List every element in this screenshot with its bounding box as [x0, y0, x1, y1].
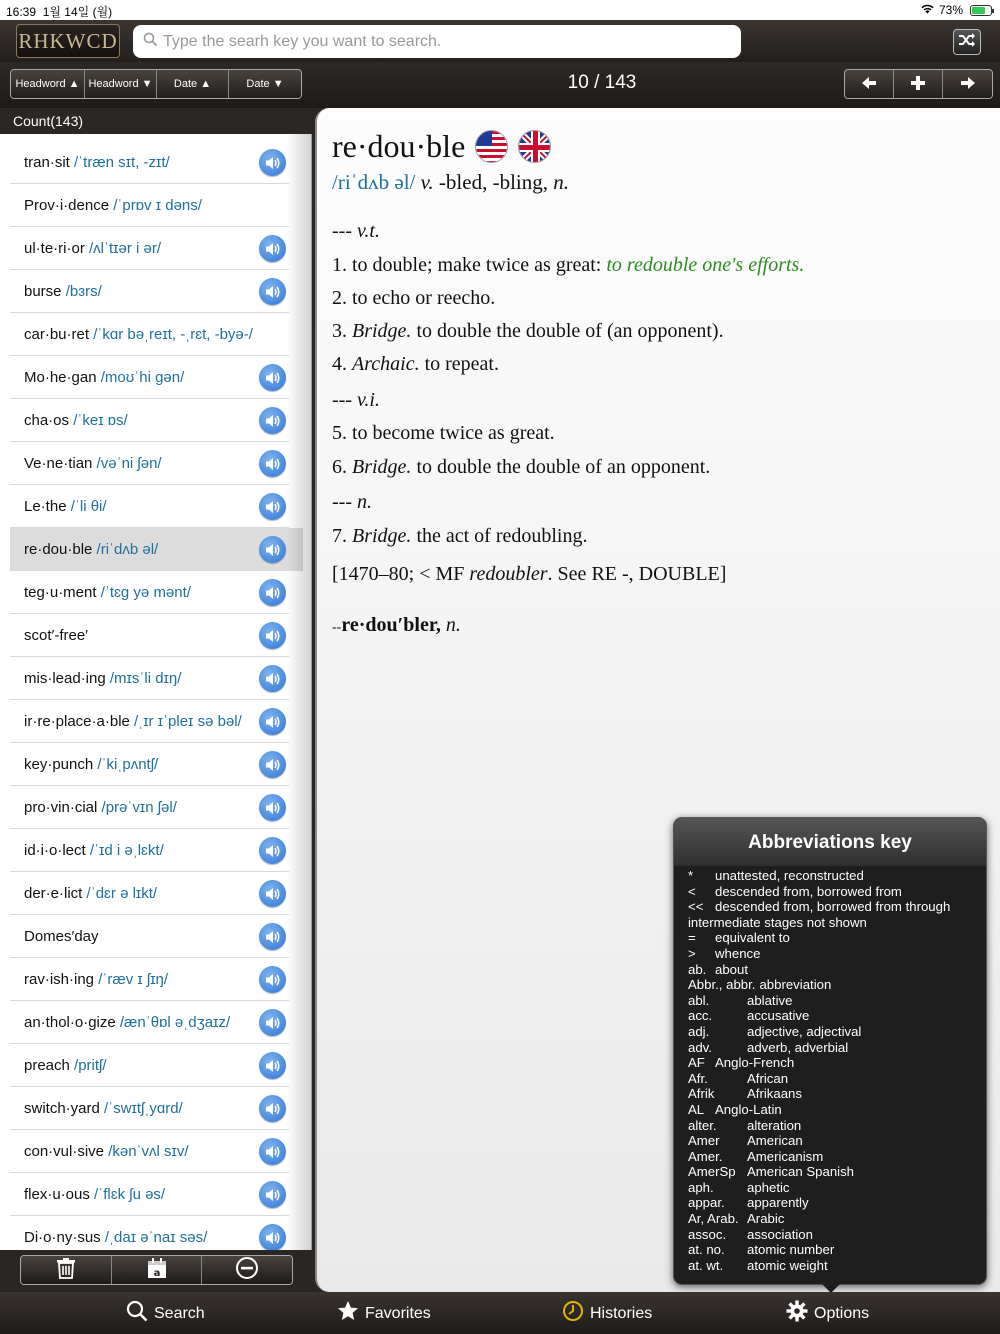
- add-favorite-button[interactable]: [894, 70, 943, 98]
- sort-headword-desc-button[interactable]: Headword ▼: [85, 70, 157, 98]
- list-item-text: [24, 713, 242, 730]
- arrow-left-icon: [861, 74, 877, 95]
- abbreviations-title: Abbreviations key: [674, 818, 986, 866]
- sort-headword-asc-button[interactable]: Headword ▲: [11, 70, 85, 98]
- list-item-pronunciation: /bɜrs/: [61, 283, 102, 300]
- sense-1: 1. to double; make twice as great: to redouble one's efforts.: [332, 254, 805, 276]
- etymology: [1470–80; < MF redoubler. See RE -, DOUBLE]: [332, 563, 727, 585]
- abbreviation-item: [688, 993, 986, 1009]
- list-item-headword: Mo·he·gan: [24, 369, 97, 386]
- abbreviation-key: assoc.: [688, 1226, 727, 1242]
- derived-form: --re·dou′bler, n.: [332, 614, 461, 636]
- abbreviation-meaning: equivalent to: [715, 930, 790, 946]
- abbreviation-meaning: Anglo-French: [715, 1055, 795, 1071]
- list-item[interactable]: [10, 743, 303, 786]
- entry-headword: re·dou·ble: [332, 127, 466, 164]
- list-item-pronunciation: /ʌlˈtɪər i ər/: [84, 240, 162, 257]
- abbreviation-key: abl.: [688, 992, 710, 1008]
- list-item-pronunciation: /prəˈvɪn ʃəl/: [97, 799, 177, 816]
- list-item[interactable]: [10, 915, 303, 958]
- abbreviation-key: at. wt.: [688, 1257, 724, 1273]
- list-item-pronunciation: /ˈdɛr ə lɪkt/: [82, 885, 158, 902]
- tab-options[interactable]: [786, 1300, 869, 1327]
- sense-2: 2. to echo or reecho.: [332, 287, 496, 309]
- list-item-pronunciation: /ˈkeɪ ɒs/: [69, 412, 128, 429]
- list-item[interactable]: [10, 1130, 303, 1173]
- abbreviation-item: [688, 1211, 986, 1227]
- list-item[interactable]: [10, 1044, 303, 1087]
- list-item[interactable]: [10, 184, 303, 227]
- speaker-icon[interactable]: [259, 450, 286, 477]
- calendar-button[interactable]: [112, 1256, 203, 1284]
- list-item-headword: burse: [24, 283, 62, 300]
- svg-text:a: a: [153, 1267, 160, 1279]
- abbreviation-key: adv.: [688, 1039, 712, 1055]
- sort-date-asc-button[interactable]: Date ▲: [157, 70, 229, 98]
- list-item-text: [24, 842, 164, 859]
- list-item-text: [24, 326, 253, 343]
- abbreviation-meaning: American: [747, 1133, 803, 1149]
- abbreviation-meaning: about: [715, 961, 749, 977]
- count-label: Count(143): [0, 108, 312, 134]
- search-box[interactable]: [133, 25, 741, 58]
- list-item-headword: teg·u·ment: [24, 584, 97, 601]
- abbreviation-key: Abbr., abbr.: [688, 977, 756, 993]
- list-item-text: [24, 154, 170, 171]
- sort-date-desc-button[interactable]: Date ▼: [229, 70, 301, 98]
- list-item[interactable]: [10, 528, 303, 571]
- shuffle-icon: [958, 32, 976, 53]
- arrow-right-icon: [960, 74, 976, 95]
- abbreviation-meaning: atomic number: [747, 1242, 835, 1258]
- abbreviation-item: [688, 1040, 986, 1056]
- list-item[interactable]: [10, 1001, 303, 1044]
- list-item-headword: der·e·lict: [24, 885, 83, 902]
- speaker-icon[interactable]: [259, 1052, 286, 1079]
- abbreviation-key: Afrik: [688, 1086, 715, 1102]
- list-item[interactable]: [10, 313, 303, 356]
- tab-histories-label: Histories: [590, 1304, 653, 1322]
- abbreviation-item: [688, 1118, 986, 1134]
- list-item-headword: key·punch: [24, 756, 94, 773]
- list-item-pronunciation: /ˈkɑr bəˌreɪt, -ˌrɛt, -byə-/: [89, 326, 253, 343]
- sense-4: 4. Archaic. to repeat.: [332, 353, 499, 375]
- list-item[interactable]: [10, 571, 303, 614]
- abbreviation-key: =: [688, 930, 696, 946]
- tab-bar: [0, 1292, 1000, 1334]
- abbreviation-key: Amer: [688, 1133, 720, 1149]
- abbreviation-item: [688, 1086, 986, 1102]
- abbreviations-popover: [673, 817, 987, 1285]
- entry-pronunciation-line: [332, 170, 992, 195]
- plus-icon: [911, 74, 925, 95]
- abbreviation-key: >: [688, 945, 696, 961]
- list-item[interactable]: [10, 786, 303, 829]
- list-item-headword: pro·vin·cial: [24, 799, 98, 816]
- abbreviation-item: [688, 915, 986, 931]
- list-tools: [0, 1250, 312, 1292]
- abbreviation-meaning: Americanism: [747, 1148, 824, 1164]
- toolbar: [0, 62, 1000, 108]
- abbreviation-key: AL: [688, 1101, 705, 1117]
- battery-icon: [970, 5, 992, 16]
- list-item-pronunciation: /ˈræv ɪ ʃɪŋ/: [94, 971, 169, 988]
- trash-icon: [55, 1257, 77, 1284]
- speaker-icon[interactable]: [259, 1009, 286, 1036]
- app-logo: RHKWCD: [16, 24, 120, 58]
- list-item-pronunciation: /mɪsˈli dɪŋ/: [105, 670, 182, 687]
- abbreviation-item: [688, 1258, 986, 1274]
- abbreviation-key: Afr.: [688, 1070, 708, 1086]
- abbreviation-meaning: Afrikaans: [747, 1086, 802, 1102]
- abbreviation-meaning: apparently: [747, 1195, 809, 1211]
- abbreviation-item: [688, 1071, 986, 1087]
- abbreviation-key: AF: [688, 1055, 705, 1071]
- list-item-headword: cha·os: [24, 412, 70, 429]
- speaker-icon[interactable]: [259, 1095, 286, 1122]
- list-item-text: [24, 1057, 107, 1074]
- abbreviation-meaning: atomic weight: [747, 1257, 828, 1273]
- label-vi: --- v.i.: [332, 389, 380, 411]
- entry-forms: -bled, -bling,: [438, 170, 548, 194]
- list-item-headword: con·vul·sive: [24, 1143, 105, 1160]
- abbreviation-meaning: whence: [715, 945, 761, 961]
- sort-segmented-control: [10, 69, 302, 99]
- entry-navigation: [844, 69, 993, 99]
- list-item[interactable]: [10, 614, 303, 657]
- list-item-text: [24, 928, 99, 945]
- abbreviation-item: [688, 1008, 986, 1024]
- status-time: 16:39 1월 14일 (월): [6, 5, 113, 19]
- abbreviation-item: [688, 899, 986, 915]
- list-item-text: [24, 369, 184, 386]
- list-item-headword: rav·ish·ing: [24, 971, 95, 988]
- entry-forms-pos: n.: [553, 170, 569, 194]
- abbreviation-item: [688, 1102, 986, 1118]
- status-bar: [0, 0, 1000, 20]
- list-item-pronunciation: /ˈswɪtʃˌyɑrd/: [99, 1100, 183, 1117]
- entry-pos: v.: [420, 170, 434, 194]
- entry-pronunciation: /riˈdʌb əl/: [332, 170, 416, 194]
- abbreviation-meaning: descended from, borrowed from through: [715, 899, 951, 915]
- list-item-headword: preach: [24, 1057, 70, 1074]
- list-item-pronunciation: /ˈtræn sɪt, -zɪt/: [69, 154, 170, 171]
- tab-histories[interactable]: [562, 1300, 652, 1327]
- calendar-icon: [146, 1257, 168, 1284]
- speaker-icon[interactable]: [259, 579, 286, 606]
- abbreviation-item: [688, 1024, 986, 1040]
- list-item-text: [24, 1100, 183, 1117]
- list-item[interactable]: [10, 356, 303, 399]
- abbreviation-item: [688, 962, 986, 978]
- abbreviation-meaning: ablative: [747, 992, 793, 1008]
- list-item[interactable]: [10, 829, 303, 872]
- battery-percent: 73%: [938, 3, 963, 17]
- list-tools-group: [20, 1255, 293, 1285]
- abbreviation-key: at. no.: [688, 1242, 725, 1258]
- header: [0, 20, 1000, 62]
- abbreviation-meaning: intermediate stages not shown: [688, 914, 867, 930]
- abbreviation-item: [688, 884, 986, 900]
- list-item-pronunciation: /moʊˈhi gən/: [96, 369, 185, 386]
- abbreviation-key: Amer.: [688, 1148, 723, 1164]
- list-item-pronunciation: /ˌdaɪ əˈnaɪ səs/: [100, 1229, 208, 1246]
- list-item[interactable]: [10, 1087, 303, 1130]
- list-item[interactable]: [10, 227, 303, 270]
- tab-search-label: Search: [154, 1304, 205, 1322]
- abbreviation-meaning: American Spanish: [747, 1164, 855, 1180]
- speaker-icon[interactable]: [259, 364, 286, 391]
- list-item-headword: ul·te·ri·or: [24, 240, 85, 257]
- remove-item-button[interactable]: [202, 1256, 292, 1284]
- gear-icon: [786, 1300, 808, 1327]
- tab-options-label: Options: [814, 1304, 870, 1322]
- abbreviation-meaning: African: [747, 1070, 789, 1086]
- list-item-pronunciation: /ˌɪr ɪˈpleɪ sə bəl/: [129, 713, 242, 730]
- search-icon: [126, 1300, 148, 1327]
- speaker-icon[interactable]: [259, 278, 286, 305]
- abbreviation-meaning: descended from, borrowed from: [715, 883, 902, 899]
- speaker-icon[interactable]: [259, 880, 286, 907]
- sense-5: 5. to become twice as great.: [332, 422, 555, 444]
- abbreviation-item: [688, 977, 986, 993]
- list-item-pronunciation: /ˈtɛg yə mənt/: [96, 584, 191, 601]
- list-item-headword: switch·yard: [24, 1100, 100, 1117]
- speaker-icon[interactable]: [259, 407, 286, 434]
- list-item-text: [24, 670, 181, 687]
- abbreviation-key: AmerSp: [688, 1164, 736, 1180]
- list-item-pronunciation: /ˈflɛk ʃu əs/: [89, 1186, 166, 1203]
- abbreviation-item: [688, 1227, 986, 1243]
- speaker-icon[interactable]: [259, 1181, 286, 1208]
- abbreviation-meaning: abbreviation: [759, 977, 832, 993]
- entry: [332, 124, 992, 636]
- list-item[interactable]: [10, 1173, 303, 1216]
- speaker-icon[interactable]: [259, 536, 286, 563]
- sense-3: 3. Bridge. to double the double of (an opponent).: [332, 320, 724, 342]
- speaker-icon[interactable]: [259, 923, 286, 950]
- list-item-text: [24, 541, 158, 558]
- list-item-text: [24, 627, 88, 644]
- abbreviation-key: <<: [688, 899, 704, 915]
- abbreviation-item: [688, 1242, 986, 1258]
- abbreviation-meaning: association: [747, 1226, 813, 1242]
- us-flag-icon[interactable]: [475, 130, 508, 163]
- list-item-pronunciation: /ˈɪd i əˌlɛkt/: [85, 842, 164, 859]
- sense-6: 6. Bridge. to double the double of an opponent.: [332, 456, 711, 478]
- speaker-icon[interactable]: [259, 493, 286, 520]
- list-item-pronunciation: /riˈdʌb əl/: [92, 541, 159, 558]
- speaker-icon[interactable]: [259, 837, 286, 864]
- list-item-pronunciation: /ˈprɒv ɪ dəns/: [109, 197, 202, 214]
- sense-1-example: to redouble one's efforts.: [606, 254, 805, 276]
- search-icon: [137, 32, 163, 52]
- list-item-text: [24, 1014, 230, 1031]
- next-entry-button[interactable]: [943, 70, 992, 98]
- sense-7: 7. Bridge. the act of redoubling.: [332, 525, 588, 547]
- minus-circle-icon: [235, 1256, 259, 1285]
- list-item[interactable]: [10, 442, 303, 485]
- clock-icon: [562, 1300, 584, 1327]
- abbreviation-meaning: accusative: [747, 1008, 810, 1024]
- entry-counter: 10 / 143: [567, 72, 637, 93]
- tab-favorites[interactable]: [337, 1300, 431, 1327]
- list-item-headword: mis·lead·ing: [24, 670, 106, 687]
- abbreviation-item: [688, 1133, 986, 1149]
- list-item-text: [24, 1143, 189, 1160]
- list-item-text: [24, 971, 168, 988]
- abbreviation-item: [688, 1180, 986, 1196]
- abbreviation-key: *: [688, 868, 694, 883]
- abbreviation-item: [688, 1149, 986, 1165]
- list-item[interactable]: [10, 141, 303, 184]
- tab-search[interactable]: [126, 1300, 205, 1327]
- tab-favorites-label: Favorites: [365, 1304, 431, 1322]
- list-item-pronunciation: /pritʃ/: [69, 1057, 107, 1074]
- speaker-icon[interactable]: [259, 622, 286, 649]
- abbreviations-list[interactable]: [674, 866, 986, 1273]
- speaker-icon[interactable]: [259, 235, 286, 262]
- speaker-icon[interactable]: [259, 708, 286, 735]
- shuffle-button[interactable]: [953, 29, 981, 55]
- list-item-headword: Prov·i·dence: [24, 197, 110, 214]
- list-item[interactable]: [10, 872, 303, 915]
- label-vt: --- v.t.: [332, 220, 380, 242]
- abbreviation-key: <: [688, 883, 696, 899]
- abbreviation-item: [688, 1195, 986, 1211]
- list-item-pronunciation: /ˈkiˌpʌntʃ/: [93, 756, 159, 773]
- label-n: --- n.: [332, 491, 372, 513]
- abbreviation-meaning: adjective, adjectival: [747, 1023, 862, 1039]
- list-item-headword: scot′-free′: [24, 627, 88, 644]
- star-icon: [337, 1300, 359, 1327]
- list-item-headword: Ve·ne·tian: [24, 455, 93, 472]
- delete-all-button[interactable]: [21, 1256, 112, 1284]
- speaker-icon[interactable]: [259, 665, 286, 692]
- abbreviation-key: ab.: [688, 961, 707, 977]
- list-item-text: [24, 584, 191, 601]
- list-item-text: [24, 412, 128, 429]
- abbreviation-key: Ar, Arab.: [688, 1211, 739, 1227]
- abbreviation-key: acc.: [688, 1008, 713, 1024]
- abbreviation-item: [688, 946, 986, 962]
- abbreviation-meaning: Arabic: [747, 1211, 785, 1227]
- list-item-text: [24, 197, 202, 214]
- list-item[interactable]: [10, 700, 303, 743]
- list-item-text: [24, 1186, 165, 1203]
- list-item-headword: car·bu·ret: [24, 326, 90, 343]
- abbreviation-meaning: alteration: [747, 1117, 802, 1133]
- history-list[interactable]: [0, 134, 312, 1250]
- list-item-headword: flex·u·ous: [24, 1186, 90, 1203]
- abbreviation-item: [688, 1164, 986, 1180]
- abbreviation-meaning: Anglo-Latin: [715, 1101, 782, 1117]
- speaker-icon[interactable]: [259, 1138, 286, 1165]
- list-item-text: [24, 240, 161, 257]
- list-item[interactable]: [10, 270, 303, 313]
- list-item-pronunciation: /ˈli θi/: [66, 498, 107, 515]
- list-item-text: [24, 756, 158, 773]
- list-item-text: [24, 498, 107, 515]
- speaker-icon[interactable]: [259, 1224, 286, 1250]
- list-item-headword: ir·re·place·a·ble: [24, 713, 130, 730]
- abbreviation-item: [688, 868, 986, 884]
- list-item-headword: an·thol·o·gize: [24, 1014, 116, 1031]
- abbreviation-key: alter.: [688, 1117, 717, 1133]
- status-date: 1월 14일 (월): [42, 5, 113, 19]
- wifi-icon: [920, 3, 935, 17]
- list-item[interactable]: [10, 1216, 303, 1250]
- abbreviation-key: aph.: [688, 1179, 714, 1195]
- abbreviation-meaning: aphetic: [747, 1179, 790, 1195]
- abbreviation-meaning: unattested, reconstructed: [715, 868, 864, 883]
- abbreviation-item: [688, 1055, 986, 1071]
- uk-flag-icon[interactable]: [518, 130, 551, 163]
- previous-entry-button[interactable]: [845, 70, 894, 98]
- list-item-pronunciation: /ænˈθɒl əˌdʒaɪz/: [115, 1014, 231, 1031]
- abbreviation-item: [688, 930, 986, 946]
- battery-fill: [972, 7, 985, 14]
- abbreviation-key: appar.: [688, 1195, 725, 1211]
- list-item-headword: re·dou·ble: [24, 541, 93, 558]
- abbreviation-key: adj.: [688, 1023, 710, 1039]
- list-item-text: [24, 1229, 207, 1246]
- list-item[interactable]: [10, 399, 303, 442]
- list-item-headword: Domes′day: [24, 928, 99, 945]
- list-item[interactable]: [10, 657, 303, 700]
- list-item-text: [24, 885, 157, 902]
- status-right: [920, 3, 992, 17]
- list-item-pronunciation: /vəˈni ʃən/: [92, 455, 162, 472]
- speaker-icon[interactable]: [259, 751, 286, 778]
- entry-headword-row: [332, 124, 992, 168]
- list-item-headword: Di·o·ny·sus: [24, 1229, 101, 1246]
- list-item-headword: tran·sit: [24, 154, 70, 171]
- speaker-icon[interactable]: [259, 794, 286, 821]
- list-item[interactable]: [10, 485, 303, 528]
- speaker-icon[interactable]: [259, 149, 286, 176]
- list-item-pronunciation: /kənˈvʌl sɪv/: [104, 1143, 189, 1160]
- search-input[interactable]: [163, 33, 741, 51]
- abbreviation-meaning: adverb, adverbial: [747, 1039, 849, 1055]
- list-item-text: [24, 455, 162, 472]
- list-item-headword: id·i·o·lect: [24, 842, 86, 859]
- speaker-icon[interactable]: [259, 966, 286, 993]
- list-item[interactable]: [10, 958, 303, 1001]
- list-item-text: [24, 283, 102, 300]
- list-item-text: [24, 799, 177, 816]
- list-item-headword: Le·the: [24, 498, 67, 515]
